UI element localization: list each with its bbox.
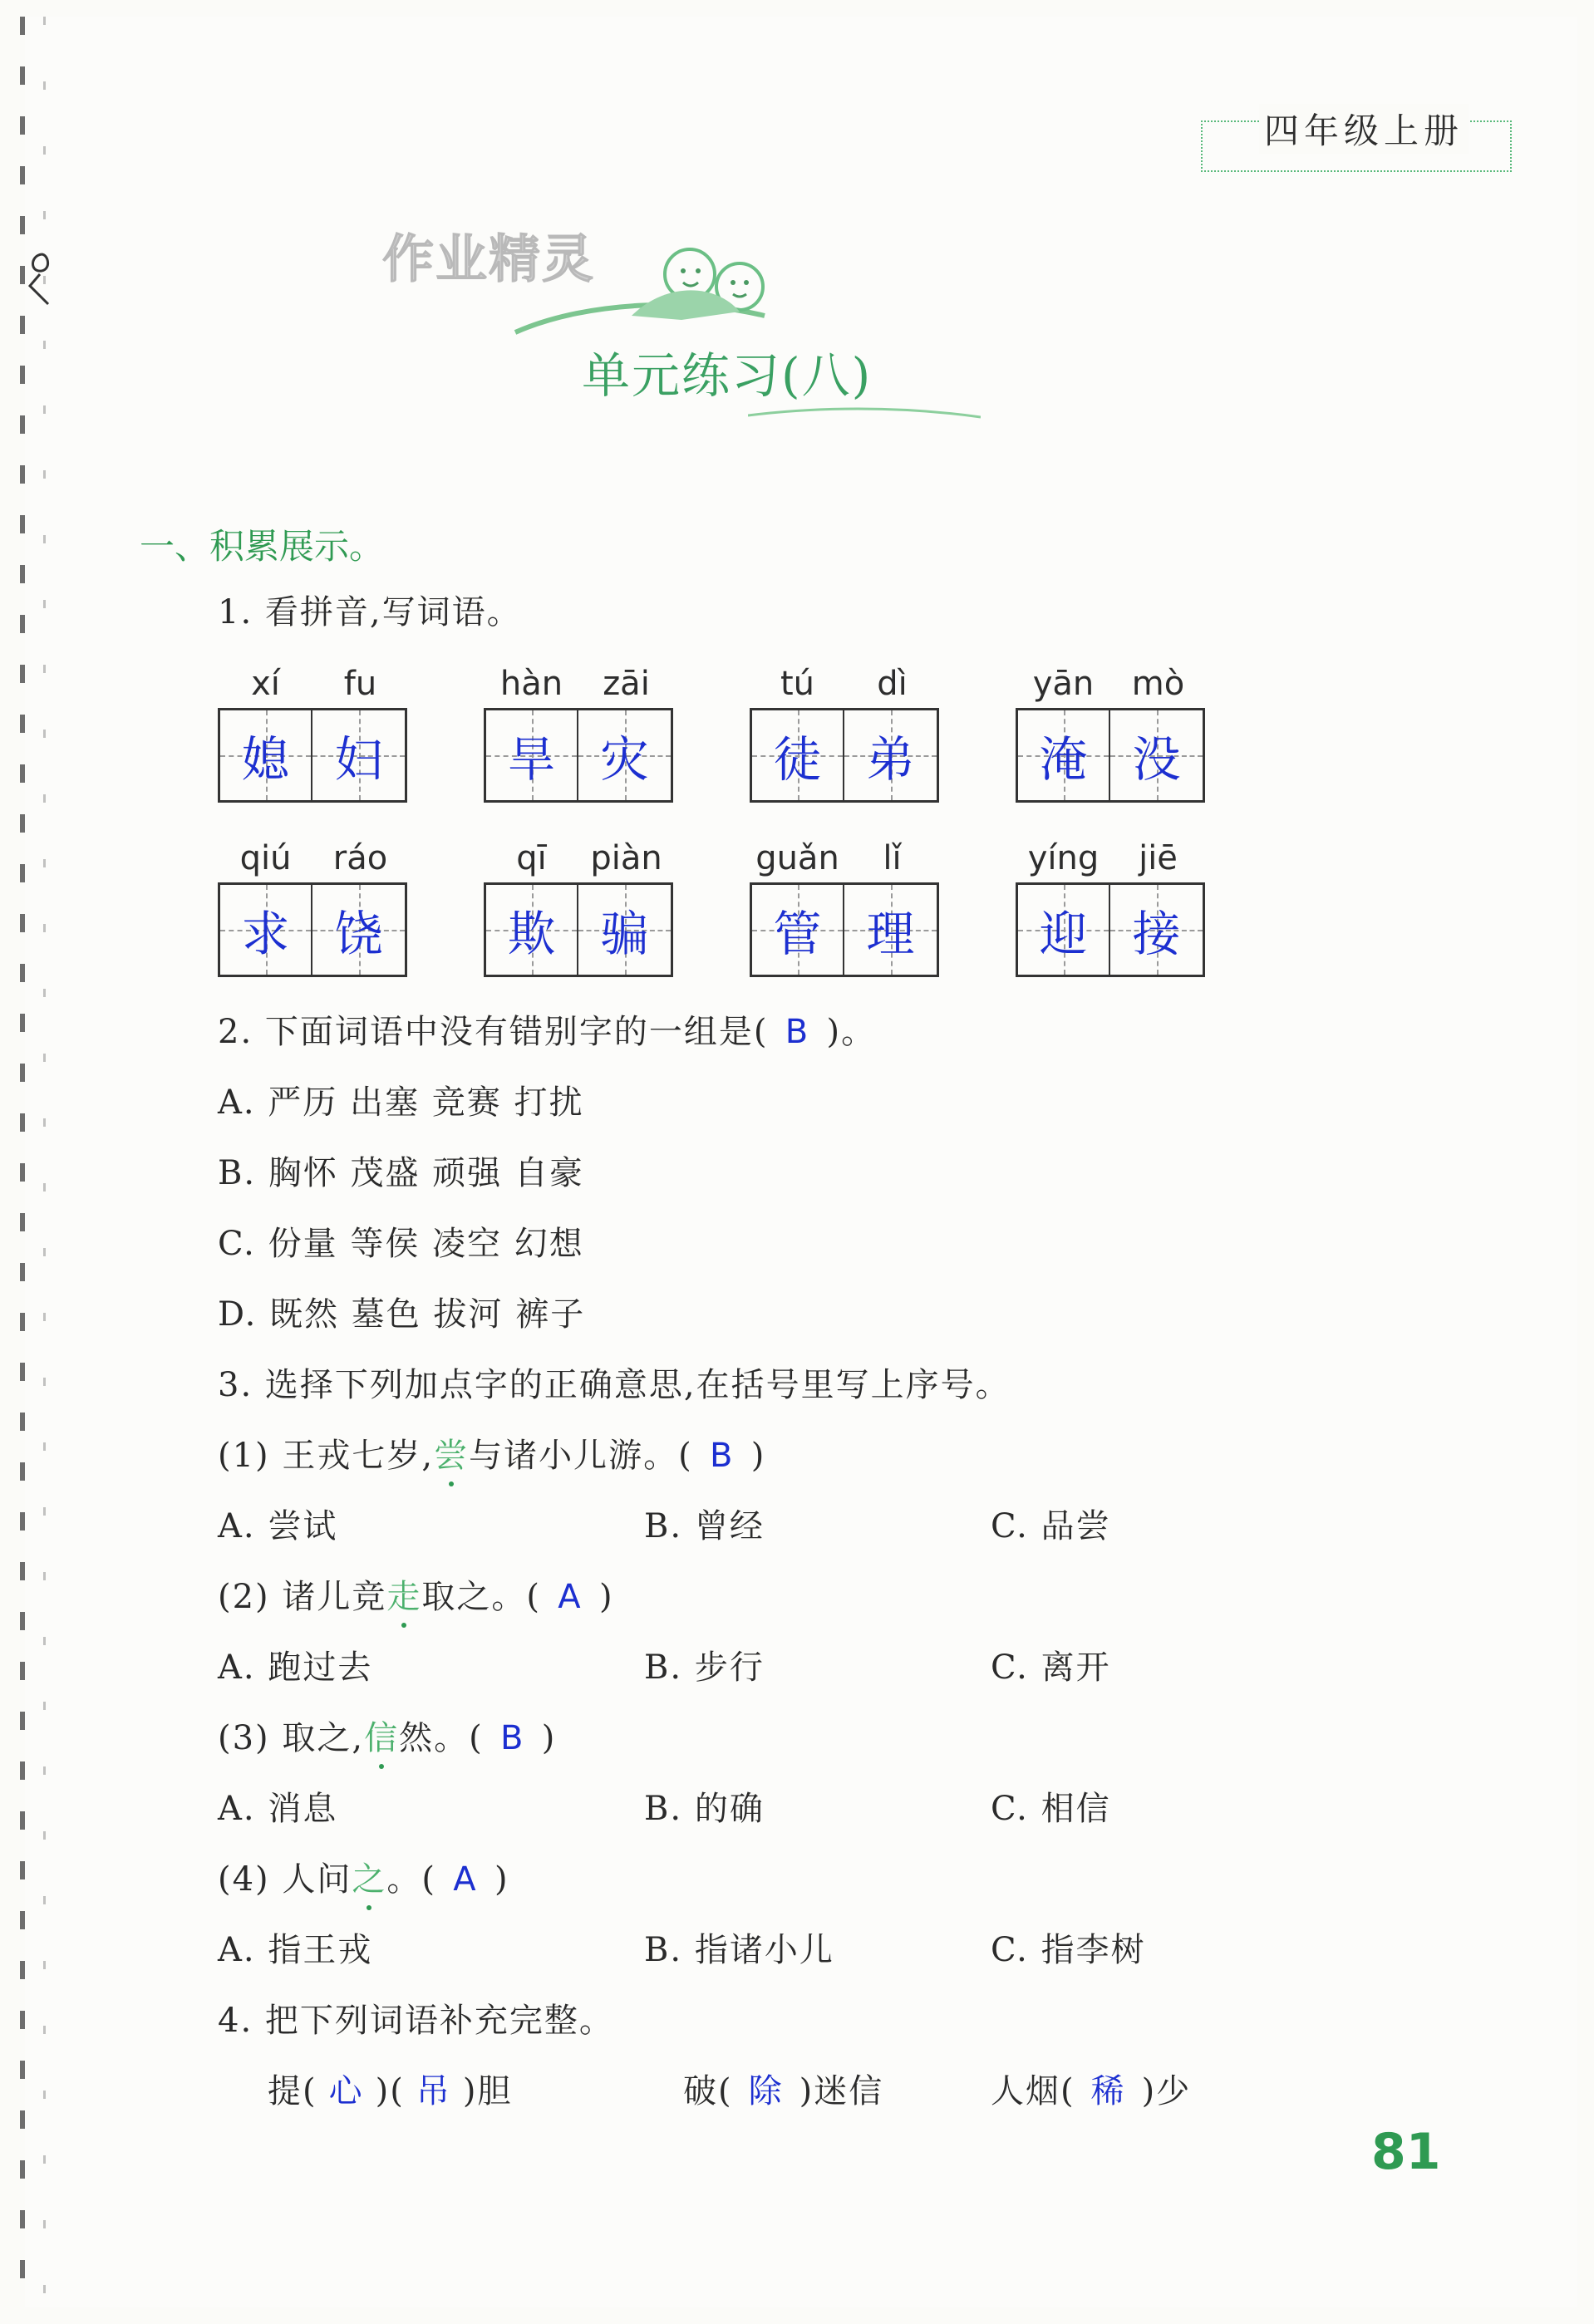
- tian-cell: 弟: [844, 710, 937, 800]
- q4-answer[interactable]: 除: [748, 2072, 784, 2110]
- section-heading: 一、积累展示。: [140, 526, 385, 567]
- q4-item-2: 破( 除 )迷信: [683, 2065, 883, 2112]
- tian-grid-word[interactable]: [1016, 708, 1205, 803]
- q3-option: B. 指诸小儿: [644, 1931, 834, 1969]
- q2-option-c: C. 份量 等侯 凌空 幻想: [218, 1225, 584, 1263]
- tian-cell: 媳: [220, 710, 312, 800]
- dotted-char: 信: [364, 1719, 400, 1757]
- tian-cell: 饶: [312, 885, 405, 975]
- q3-option: B. 曾经: [644, 1507, 765, 1545]
- q3-answer-4[interactable]: A: [453, 1860, 478, 1899]
- q4-prompt: 4. 把下列词语补充完整。: [218, 2002, 614, 2040]
- q4-item-1: 提( 心 )( 吊 )胆: [268, 2065, 512, 2112]
- q3-answer-3[interactable]: B: [499, 1719, 525, 1757]
- q3-option: A. 指王戎: [218, 1931, 373, 1969]
- pinyin: qī: [516, 839, 547, 877]
- tian-cell: 旱: [486, 710, 578, 800]
- q1-prompt: 1. 看拼音,写词语。: [218, 593, 522, 631]
- pinyin: ráo: [332, 839, 388, 877]
- q3-option: C. 指李树: [991, 1931, 1146, 1969]
- q2-option-a: A. 严历 出塞 竞赛 打扰: [218, 1083, 584, 1122]
- tian-grid-word[interactable]: [218, 708, 407, 803]
- tian-cell: 淹: [1018, 710, 1110, 800]
- tian-grid-word[interactable]: [750, 708, 939, 803]
- pinyin: piàn: [590, 839, 662, 877]
- binding-marks: [20, 17, 25, 2310]
- q3-answer-2[interactable]: A: [558, 1578, 583, 1616]
- title-underline: [748, 399, 981, 424]
- tian-grid-word[interactable]: [484, 708, 673, 803]
- q3-option: A. 尝试: [218, 1507, 338, 1545]
- pinyin: dì: [877, 665, 908, 703]
- tian-cell: 徒: [752, 710, 844, 800]
- pinyin: fu: [343, 665, 377, 703]
- tian-cell: 妇: [312, 710, 405, 800]
- tian-grid-word[interactable]: [218, 882, 407, 977]
- q3-item-4: (4) 人问之。( A ): [218, 1860, 509, 1899]
- q3-option: C. 相信: [991, 1790, 1111, 1828]
- pinyin: qiú: [239, 839, 292, 877]
- tian-cell: 没: [1110, 710, 1203, 800]
- tian-cell: 接: [1110, 885, 1203, 975]
- pinyin: hàn: [499, 665, 563, 703]
- q3-option: C. 品尝: [991, 1507, 1111, 1545]
- q2-answer[interactable]: B: [785, 1013, 810, 1051]
- tian-grid-word[interactable]: [1016, 882, 1205, 977]
- tian-grid-word[interactable]: [484, 882, 673, 977]
- q3-option: B. 的确: [644, 1790, 765, 1828]
- q3-item-1: (1) 王戎七岁,尝与诸小儿游。( B ): [218, 1437, 766, 1475]
- q3-option: B. 步行: [644, 1648, 765, 1687]
- pinyin: xí: [251, 665, 280, 703]
- q3-item-3: (3) 取之,信然。( B ): [218, 1719, 557, 1757]
- q3-answer-1[interactable]: B: [709, 1437, 735, 1475]
- q3-option: A. 消息: [218, 1790, 338, 1828]
- q2-option-d: D. 既然 墓色 拔河 裤子: [218, 1295, 586, 1334]
- tian-cell: 欺: [486, 885, 578, 975]
- tian-cell: 灾: [578, 710, 671, 800]
- tian-cell: 管: [752, 885, 844, 975]
- unit-title: 单元练习(八): [582, 347, 873, 404]
- watermark-logo-text: 作业精灵: [382, 228, 596, 289]
- pinyin: zāi: [603, 665, 650, 703]
- q2-option-b: B. 胸怀 茂盛 顽强 自豪: [218, 1154, 584, 1192]
- pinyin: jiē: [1139, 839, 1178, 877]
- q3-item-2: (2) 诸儿竞走取之。( A ): [218, 1578, 614, 1616]
- mascot-logo-icon: [465, 216, 898, 349]
- page-number: 81: [1371, 2123, 1441, 2181]
- pinyin: tú: [780, 665, 815, 703]
- pinyin: yān: [1032, 665, 1095, 703]
- pinyin: lǐ: [883, 839, 902, 877]
- q3-option: C. 离开: [991, 1648, 1111, 1687]
- q2-prompt: 2. 下面词语中没有错别字的一组是( B )。: [218, 1013, 877, 1051]
- staple-hook-icon: [23, 249, 57, 307]
- binding-marks-faint: [43, 17, 46, 2310]
- dotted-char: 走: [386, 1578, 422, 1616]
- tian-cell: 理: [844, 885, 937, 975]
- q3-prompt: 3. 选择下列加点字的正确意思,在括号里写上序号。: [218, 1366, 1011, 1404]
- q4-answer[interactable]: 吊: [416, 2072, 451, 2110]
- q3-option: A. 跑过去: [218, 1648, 373, 1687]
- grade-label: 四年级上册: [1259, 104, 1469, 154]
- pinyin: guǎn: [755, 839, 839, 877]
- tian-cell: 骗: [578, 885, 671, 975]
- q4-item-3: 人烟( 稀 )少: [991, 2065, 1191, 2112]
- dotted-char: 尝: [434, 1437, 470, 1475]
- q4-answer[interactable]: 心: [328, 2072, 364, 2110]
- pinyin: yíng: [1027, 839, 1100, 877]
- tian-grid-word[interactable]: [750, 882, 939, 977]
- dotted-char: 之: [352, 1860, 387, 1899]
- pinyin: mò: [1131, 665, 1185, 703]
- tian-cell: 迎: [1018, 885, 1110, 975]
- tian-cell: 求: [220, 885, 312, 975]
- q4-answer[interactable]: 稀: [1090, 2072, 1126, 2110]
